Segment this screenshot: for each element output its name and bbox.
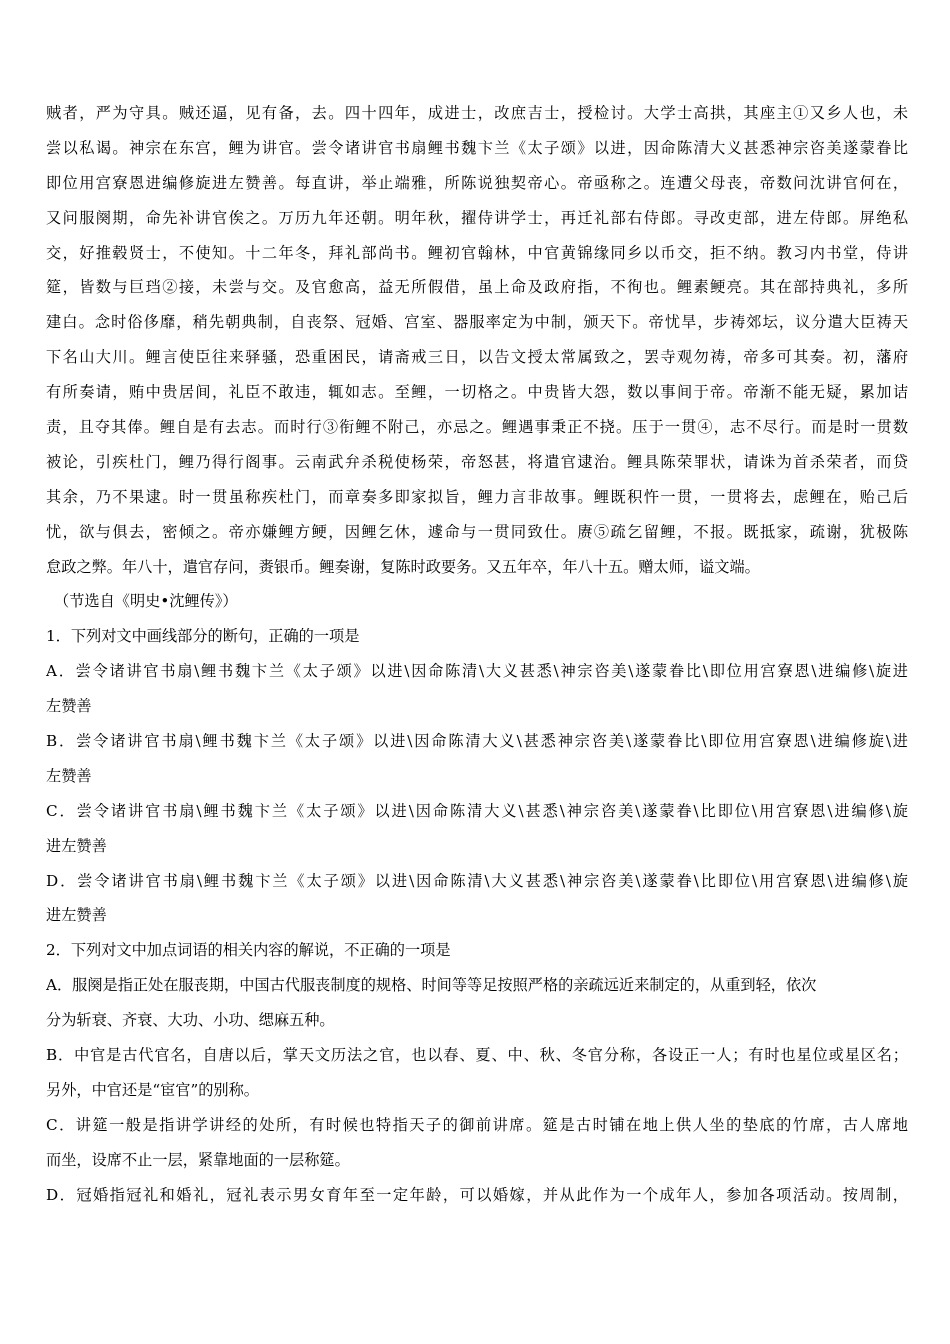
passage-line: 筵，皆数与巨珰②接，未尝与交。及官愈高，益无所假借，虽上命及政府指，不徇也。鲤素鲠亮。其在部持典礼，多所 [46,278,908,297]
option-d-line1: D．冠婚指冠礼和婚礼，冠礼表示男女育年至一定年龄，可以婚嫁，并从此作为一个成年人，参加各项活动。按周制， [46,1185,908,1204]
passage-line: 下名山大川。鲤言使臣往来驿骚，恐重困民，请斋戒三日，以告文授太常属致之，罢寺观勿祷，帝多可其奏。初，藩府 [46,348,908,367]
option-a-line2: 分为斩衰、齐衰、大功、小功、缌麻五种。 [46,1011,335,1030]
option-a-line1: A．服阕是指正处在服丧期，中国古代服丧制度的规格、时间等等足按照严格的亲疏远近来制定的，从重到轻，依次 [46,976,817,995]
option-c-line2: 进左赞善 [46,836,107,855]
question-stem: 1．下列对文中画线部分的断句，正确的一项是 [46,627,360,646]
option-b-line2: 左赞善 [46,766,92,785]
passage-line: 贼者，严为守具。贼还逼，见有备，去。四十四年，成进士，改庶吉士，授检讨。大学士高拱，其座主①又乡人也，未 [46,104,908,122]
passage-line: 责，且夺其俸。鲤自是有去志。而时行③衔鲤不附己，亦忌之。鲤遇事秉正不挠。压于一贯④，志不尽行。而是时一贯数 [46,418,908,437]
passage-line: 即位用宫寮恩进编修旋进左赞善。每直讲，举止端雅，所陈说独契帝心。帝亟称之。连遭父母丧，帝数问沈讲官何在， [46,173,908,192]
option-c-line2: 而坐，设席不止一层，紧靠地面的一层称筵。 [46,1150,350,1169]
passage [46,96,908,584]
passage-line: 怠政之弊。年八十，遣官存问，赉银币。鲤奏谢，复陈时政要务。又五年卒，年八十五。赠太师，谥文端。 [46,557,760,576]
option-a-line1: A．尝令诸讲官书扇\鲤书魏卞兰《太子颂》以进\因命陈清\大义甚悉\神宗咨美\遂蒙眷比\即位用宫寮恩\进编修\旋进 [46,662,908,681]
passage-line: 交，好推毂贤士，不使知。十二年冬，拜礼部尚书。鲤初官翰林，中官黄锦缘同乡以币交，拒不纳。教习内书堂，侍讲 [46,243,908,262]
source-citation: （节选自《明史•沈鲤传》） [54,592,238,611]
option-b-line1: B．尝令诸讲官书扇\鲤书魏卞兰《太子颂》以进\因命陈清大义\甚悉神宗咨美\遂蒙眷比\即位用宫寮恩\进编修旋\进 [46,732,908,751]
document-page [46,96,908,1213]
passage-line: 忧，欲与俱去，密倾之。帝亦嫌鲤方鲠，因鲤乞休，遽命与一贯同致仕。赓⑤疏乞留鲤，不报。既抵家，疏谢，犹极陈 [46,522,908,541]
question-2 [46,933,908,1212]
option-d-line2: 进左赞善 [46,906,107,925]
option-c-line1: C．讲筵一般是指讲学讲经的处所，有时候也特指天子的御前讲席。筵是古时铺在地上供人坐的垫底的竹席，古人席地 [46,1115,908,1134]
passage-line: 尝以私谒。神宗在东宫，鲤为讲官。尝令诸讲官书扇鲤书魏卞兰《太子颂》以进，因命陈清大义甚悉神宗咨美遂蒙眷比 [46,138,908,157]
passage-line: 被论，引疾杜门，鲤乃得行阁事。云南武弁杀税使杨荣，帝怒甚，将遣官逮治。鲤具陈荣罪状，请诛为首杀荣者，而贷 [46,452,908,471]
option-d-line1: D．尝令诸讲官书扇\鲤书魏卞兰《太子颂》以进\因命陈清\大义甚悉\神宗咨美\遂蒙眷\比即位\用宫寮恩\进编修\旋 [46,871,908,890]
option-c-line1: C．尝令诸讲官书扇\鲤书魏卞兰《太子颂》以进\因命陈清大义\甚悉\神宗咨美\遂蒙眷\比即位\用宫寮恩\进编修\旋 [46,801,908,820]
passage-line: 有所奏请，贿中贵居间，礼臣不敢违，辄如志。至鲤，一切格之。中贵皆大怨，数以事间于帝。帝渐不能无疑，累加诘 [46,383,908,402]
question-stem: 2．下列对文中加点词语的相关内容的解说，不正确的一项是 [46,941,451,960]
passage-line: 其余，乃不果逮。时一贯虽称疾杜门，而章奏多即家拟旨，鲤力言非故事。鲤既积忤一贯，一贯将去，虑鲤在，贻己后 [46,487,908,506]
passage-line: 建白。念时俗侈靡，稍先朝典制，自丧祭、冠婚、宫室、器服率定为中制，颁天下。帝忧旱，步祷郊坛，议分遣大臣祷天 [46,313,908,332]
option-a-line2: 左赞善 [46,697,92,716]
question-1 [46,619,908,933]
passage-line: 又问服阕期，命先补讲官俟之。万历九年还朝。明年秋，擢侍讲学士，再迁礼部右侍郎。寻改吏部，进左侍郎。屏绝私 [46,208,908,227]
option-b-line2: 另外，中官还是“宦官”的别称。 [46,1080,259,1099]
option-b-line1: B．中官是古代官名，自唐以后，掌天文历法之官，也以春、夏、中、秋、冬官分称，各设正一人；有时也星位或星区名； [46,1046,908,1065]
